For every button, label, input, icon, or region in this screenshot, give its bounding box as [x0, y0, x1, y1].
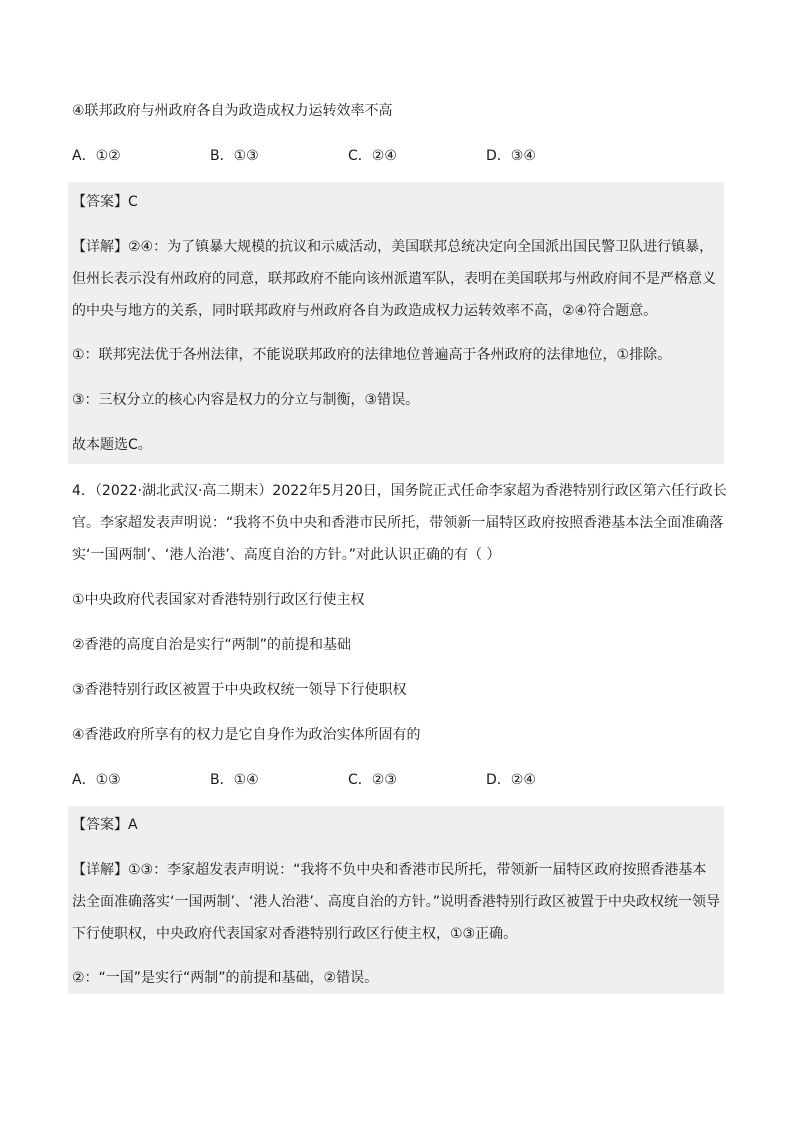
q4-statement-2: ②香港的高度自治是实行“两制”的前提和基础 [72, 637, 352, 653]
q4-analysis-line-4: ②：“一国”是实行“两制”的前提和基础，②错误。 [72, 970, 379, 986]
q3-answer: 【答案】C [72, 194, 138, 210]
q4-option-c: C．②③ [348, 772, 397, 788]
q4-analysis-line-1: 【详解】①③：李家超发表声明说：“我将不负中央和香港市民所托，带领新一届特区政府按照香港基本 [72, 862, 707, 878]
q3-answer-box [68, 182, 724, 464]
q3-option-c: C．②④ [348, 148, 397, 164]
q4-statement-1: ①中央政府代表国家对香港特别行政区行使主权 [72, 592, 365, 608]
q3-analysis-line-1: 【详解】②④：为了镇暴大规模的抗议和示威活动，美国联邦总统决定向全国派出国民警卫队进行镇暴， [72, 239, 714, 255]
q3-statement-4: ④联邦政府与州政府各自为政造成权力运转效率不高 [72, 103, 393, 119]
q3-analysis-line-3: 的中央与地方的关系，同时联邦政府与州政府各自为政造成权力运转效率不高，②④符合题意。 [72, 303, 658, 319]
q3-analysis-line-6: 故本题选C。 [72, 437, 152, 453]
q4-statement-4: ④香港政府所享有的权力是它自身作为政治实体所固有的 [72, 727, 421, 743]
q4-stem-line-2: 官。李家超发表声明说：“我将不负中央和香港市民所托，带领新一届特区政府按照香港基本法全面准确落 [72, 515, 724, 531]
q4-analysis-line-3: 下行使职权，中央政府代表国家对香港特别行政区行使主权，①③正确。 [72, 926, 518, 942]
q3-analysis-line-5: ③：三权分立的核心内容是权力的分立与制衡，③错误。 [72, 392, 420, 408]
q3-analysis-line-2: 但州长表示没有州政府的同意，联邦政府不能向该州派遣军队，表明在美国联邦与州政府间不是严格意义 [72, 271, 716, 287]
q4-stem-line-3: 实‘一国两制’、‘港人治港’、高度自治的方针。”对此认识正确的有（ ） [72, 547, 501, 563]
q4-option-d: D．②④ [486, 772, 536, 788]
q4-analysis-line-2: 法全面准确落实‘一国两制’、‘港人治港’、高度自治的方针。”说明香港特别行政区被置于中央政权统一领导 [72, 894, 721, 910]
q4-statement-3: ③香港特别行政区被置于中央政权统一领导下行使职权 [72, 682, 407, 698]
q3-option-b: B．①③ [210, 148, 259, 164]
q4-answer: 【答案】A [72, 817, 138, 833]
q4-option-a: A．①③ [72, 772, 121, 788]
q4-option-b: B．①④ [210, 772, 259, 788]
q3-option-d: D．③④ [486, 148, 536, 164]
q3-option-a: A．①② [72, 148, 121, 164]
q3-analysis-line-4: ①：联邦宪法优于各州法律，不能说联邦政府的法律地位普遍高于各州政府的法律地位，①排除。 [72, 347, 672, 363]
q4-stem-line-1: 4．（2022·湖北武汉·高二期末）2022年5月20日，国务院正式任命李家超为香港特别行政区第六任行政长 [72, 483, 727, 499]
